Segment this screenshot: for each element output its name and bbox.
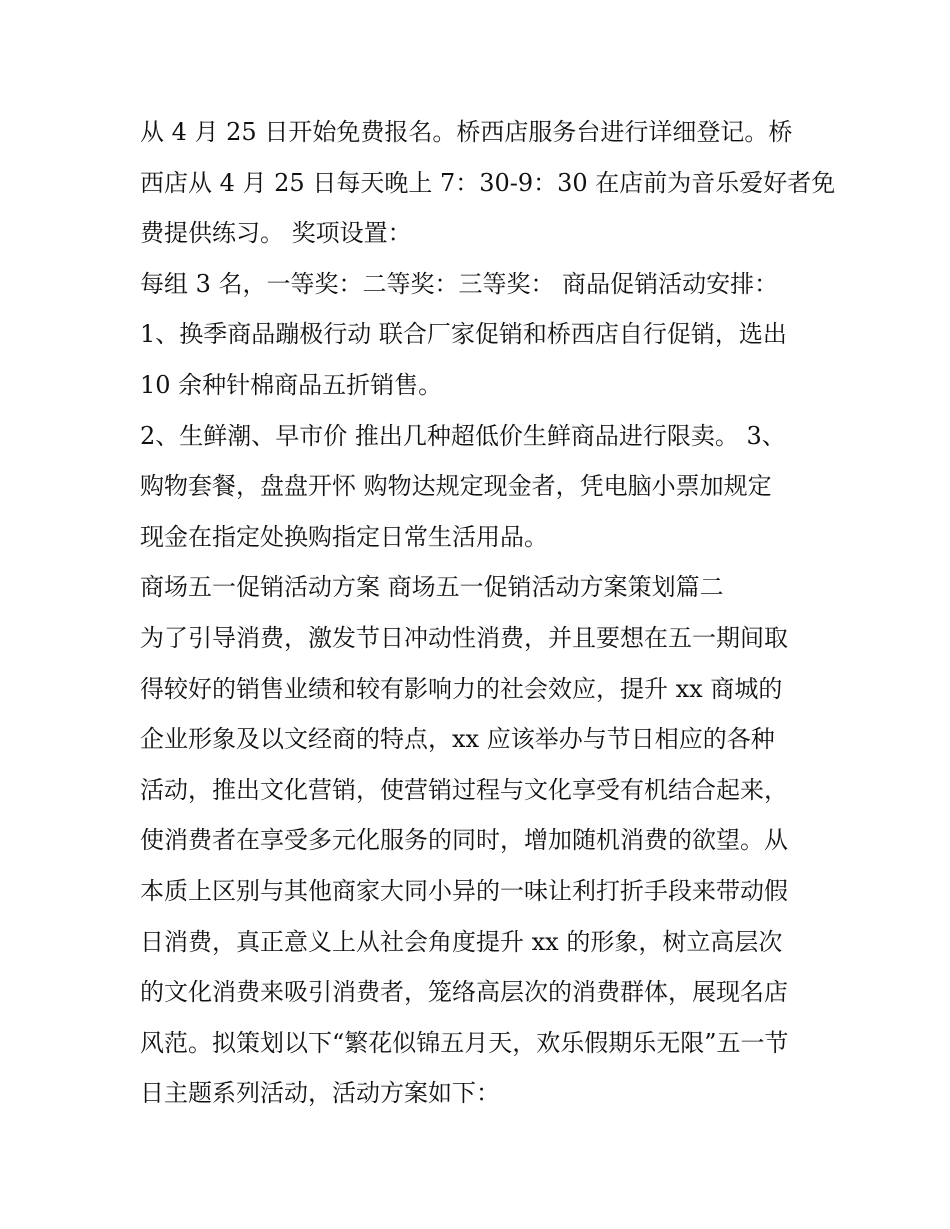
- text-line: 西店从 4 月 25 日每天晚上 7：30-9：30 在店前为音乐爱好者免: [140, 168, 836, 197]
- text-line: 企业形象及以文经商的特点，xx 应该举办与节日相应的各种: [140, 725, 775, 754]
- text-line: 现金在指定处换购指定日常生活用品。: [140, 522, 548, 551]
- section-heading: 商场五一促销活动方案 商场五一促销活动方案策划篇二: [140, 573, 724, 602]
- text-line: 活动，推出文化营销，使营销过程与文化享受有机结合起来，: [140, 775, 788, 804]
- text-line: 风范。拟策划以下“繁花似锦五月天，欢乐假期乐无限”五一节: [140, 1028, 789, 1057]
- text-line: 2、生鲜潮、早市价 推出几种超低价生鲜商品进行限卖。 3、: [140, 421, 786, 450]
- text-line: 本质上区别与其他商家大同小异的一味让利打折手段来带动假: [140, 876, 788, 905]
- text-line: 使消费者在享受多元化服务的同时，增加随机消费的欲望。从: [140, 826, 788, 855]
- text-line: 的文化消费来吸引消费者，笼络高层次的消费群体，展现名店: [140, 978, 788, 1007]
- text-line: 日主题系列活动，活动方案如下：: [140, 1079, 500, 1108]
- text-line: 1、换季商品蹦极行动 联合厂家促销和桥西店自行促销，选出: [140, 320, 787, 349]
- text-line: 费提供练习。 奖项设置：: [140, 219, 412, 248]
- text-line: 每组 3 名，一等奖：二等奖：三等奖： 商品促销活动安排：: [140, 269, 779, 298]
- text-line: 为了引导消费，激发节日冲动性消费，并且要想在五一期间取: [140, 623, 788, 652]
- text-line: 购物套餐，盘盘开怀 购物达规定现金者，凭电脑小票加规定: [140, 472, 772, 501]
- document-body: [140, 107, 836, 1119]
- text-line: 10 余种针棉商品五折销售。: [140, 370, 443, 399]
- text-line: 得较好的销售业绩和较有影响力的社会效应，提升 xx 商城的: [140, 674, 783, 703]
- text-line: 日消费，真正意义上从社会角度提升 xx 的形象，树立高层次: [140, 927, 783, 956]
- text-line: 从 4 月 25 日开始免费报名。桥西店服务台进行详细登记。桥: [140, 118, 793, 146]
